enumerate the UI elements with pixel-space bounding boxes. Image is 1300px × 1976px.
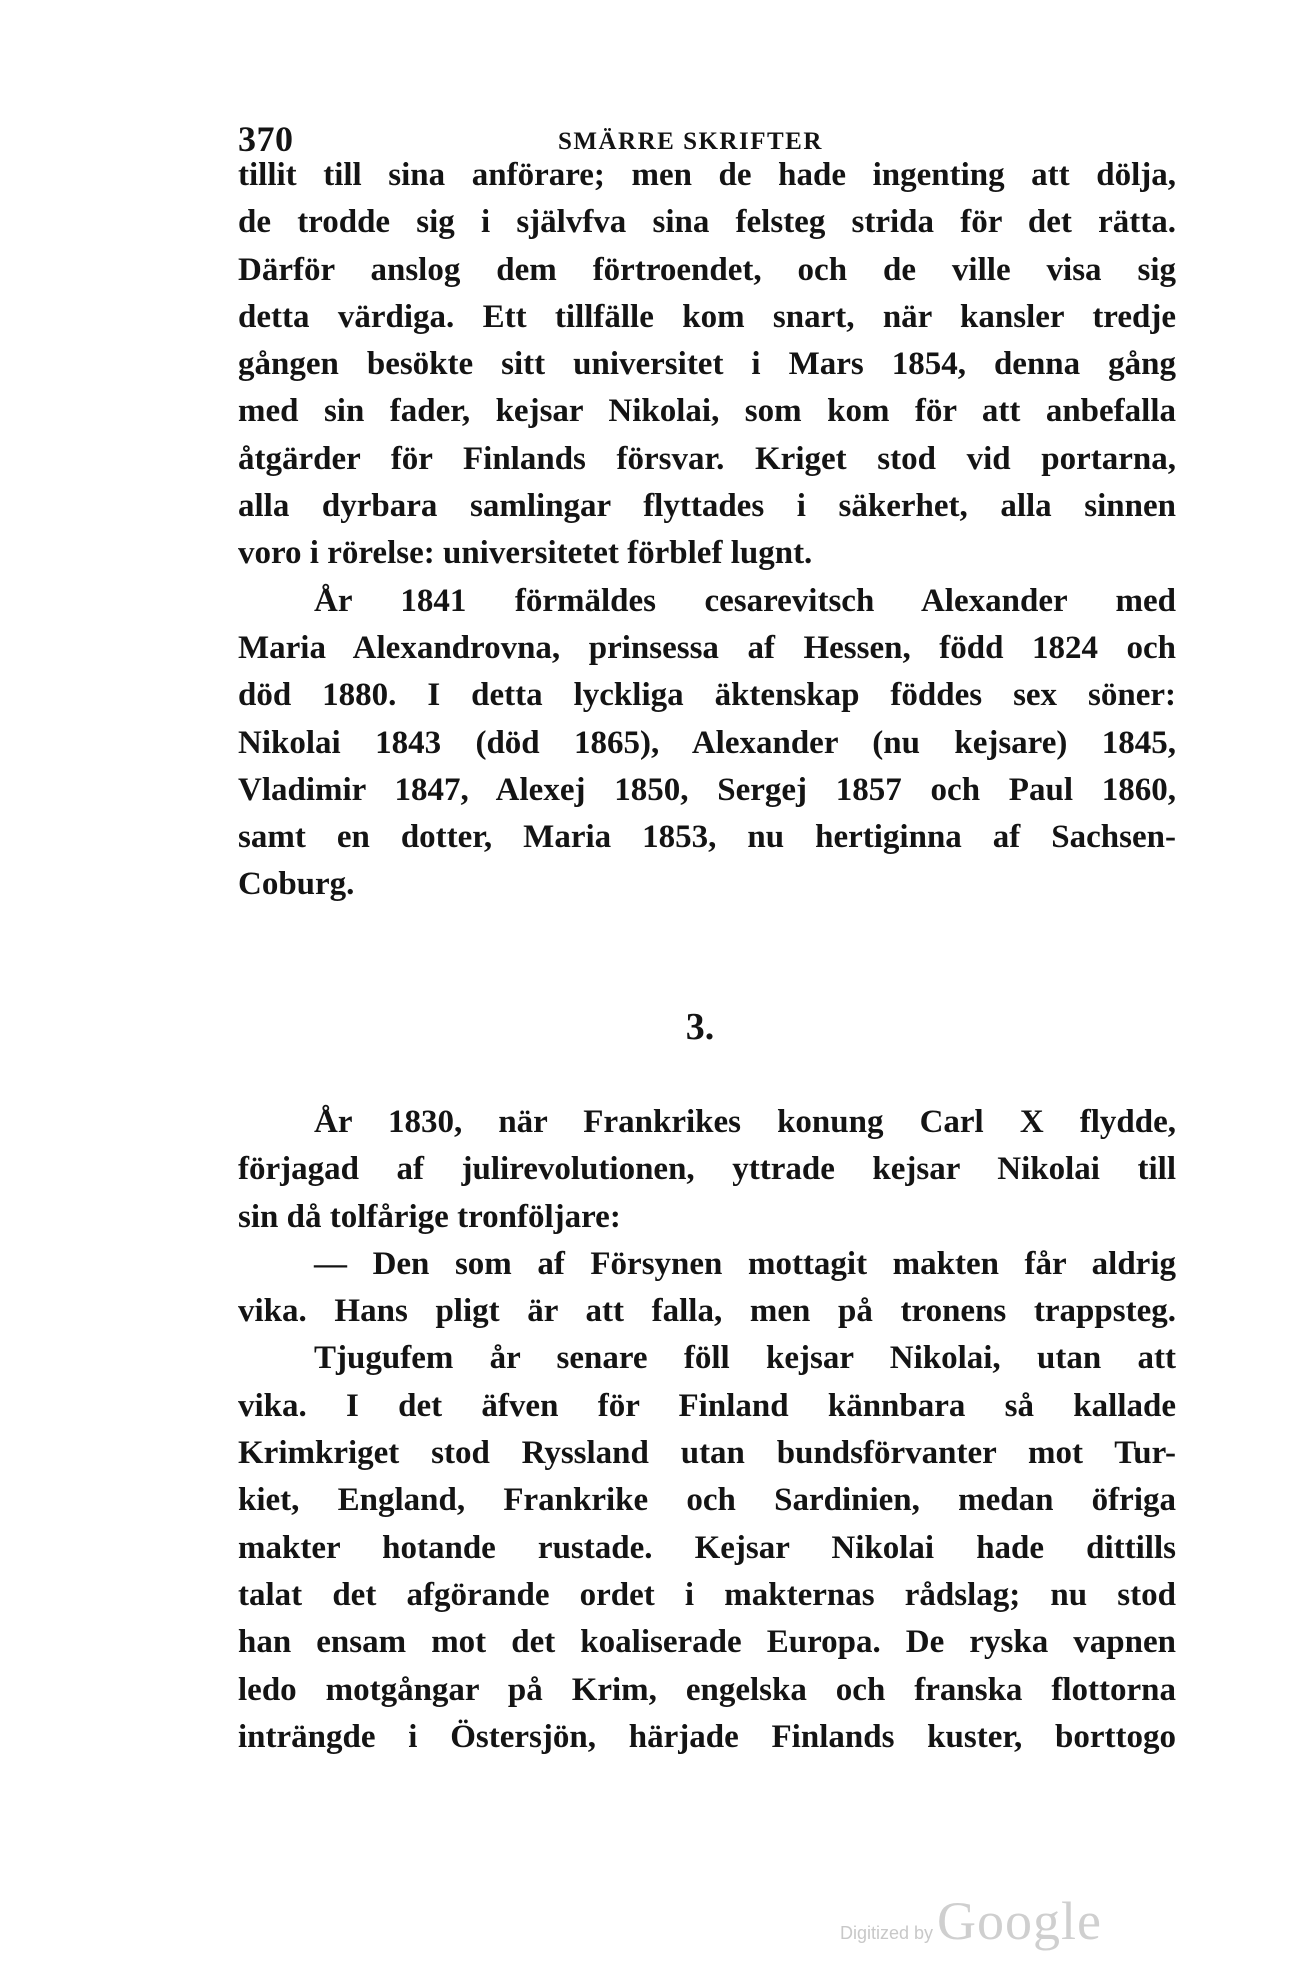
text-line: kiet, England, Frankrike och Sardinien, medan öfriga [238,1482,1176,1519]
text-line: Krimkriget stod Ryssland utan bundsförvanter mot Tur- [238,1435,1176,1472]
text-line: tillit till sina anförare; men de hade ingenting att dölja, [238,157,1176,193]
text-line: makter hotande rustade. Kejsar Nikolai hade dittills [238,1529,1176,1566]
text-line: vika. Hans pligt är att falla, men på tronens trappsteg. [238,1293,1176,1330]
section-number: 3. [685,1006,715,1048]
watermark-brand-logo: Google [937,1891,1103,1951]
text-line: med sin fader, kejsar Nikolai, som kom för att anbefalla [238,393,1176,430]
text-line: År 1830, när Frankrikes konung Carl X flydde, [314,1104,1176,1140]
text-line: Vladimir 1847, Alexej 1850, Sergej 1857 och Paul 1860, [238,771,1176,808]
text-line: voro i rörelse: universitetet förblef lugnt. [238,535,813,572]
text-line: gången besökte sitt universitet i Mars 1854, denna gång [238,346,1176,383]
text-line: Nikolai 1843 (död 1865), Alexander (nu kejsare) 1845, [238,724,1176,761]
text-line: Coburg. [238,866,355,903]
text-line: alla dyrbara samlingar flyttades i säkerhet, alla sinnen [238,488,1176,525]
running-head: SMÄRRE SKRIFTER [558,128,823,155]
text-line: sin då tolfårige tronföljare: [238,1198,621,1235]
text-line: vika. I det äfven för Finland kännbara så kallade [238,1387,1176,1424]
text-line: talat det afgörande ordet i makternas rådslag; nu stod [238,1576,1176,1613]
text-line: Maria Alexandrovna, prinsessa af Hessen, född 1824 och [238,629,1176,666]
text-line: åtgärder för Finlands försvar. Kriget stod vid portarna, [238,440,1176,477]
text-line: ledo motgångar på Krim, engelska och franska flottorna [238,1671,1176,1708]
digitized-watermark [840,1890,1102,1952]
text-block-1 [238,152,1176,909]
text-line: År 1841 förmäldes cesarevitsch Alexander med [314,582,1176,619]
text-line: han ensam mot det koaliserade Europa. De ryska vapnen [238,1624,1176,1661]
text-line: förjagad af julirevolutionen, yttrade kejsar Nikolai till [238,1151,1176,1188]
text-line: detta värdiga. Ett tillfälle kom snart, när kansler tredje [238,298,1176,335]
text-line: död 1880. I detta lyckliga äktenskap föddes sex söner: [238,677,1176,714]
text-line: Därför anslog dem förtroendet, och de ville visa sig [238,251,1176,288]
text-line: de trodde sig i självfva sina felsteg strida för det rätta. [238,204,1176,241]
text-line: Tjugufem år senare föll kejsar Nikolai, utan att [314,1340,1176,1377]
watermark-prefix: Digitized by [840,1923,934,1943]
page-number: 370 [238,119,294,159]
text-block-2 [238,1099,1176,1761]
text-line: — Den som af Försynen mottagit makten får aldrig [314,1245,1176,1282]
text-line: samt en dotter, Maria 1853, nu hertiginna af Sachsen- [238,819,1176,856]
text-line: inträngde i Östersjön, härjade Finlands kuster, borttogo [238,1718,1176,1755]
